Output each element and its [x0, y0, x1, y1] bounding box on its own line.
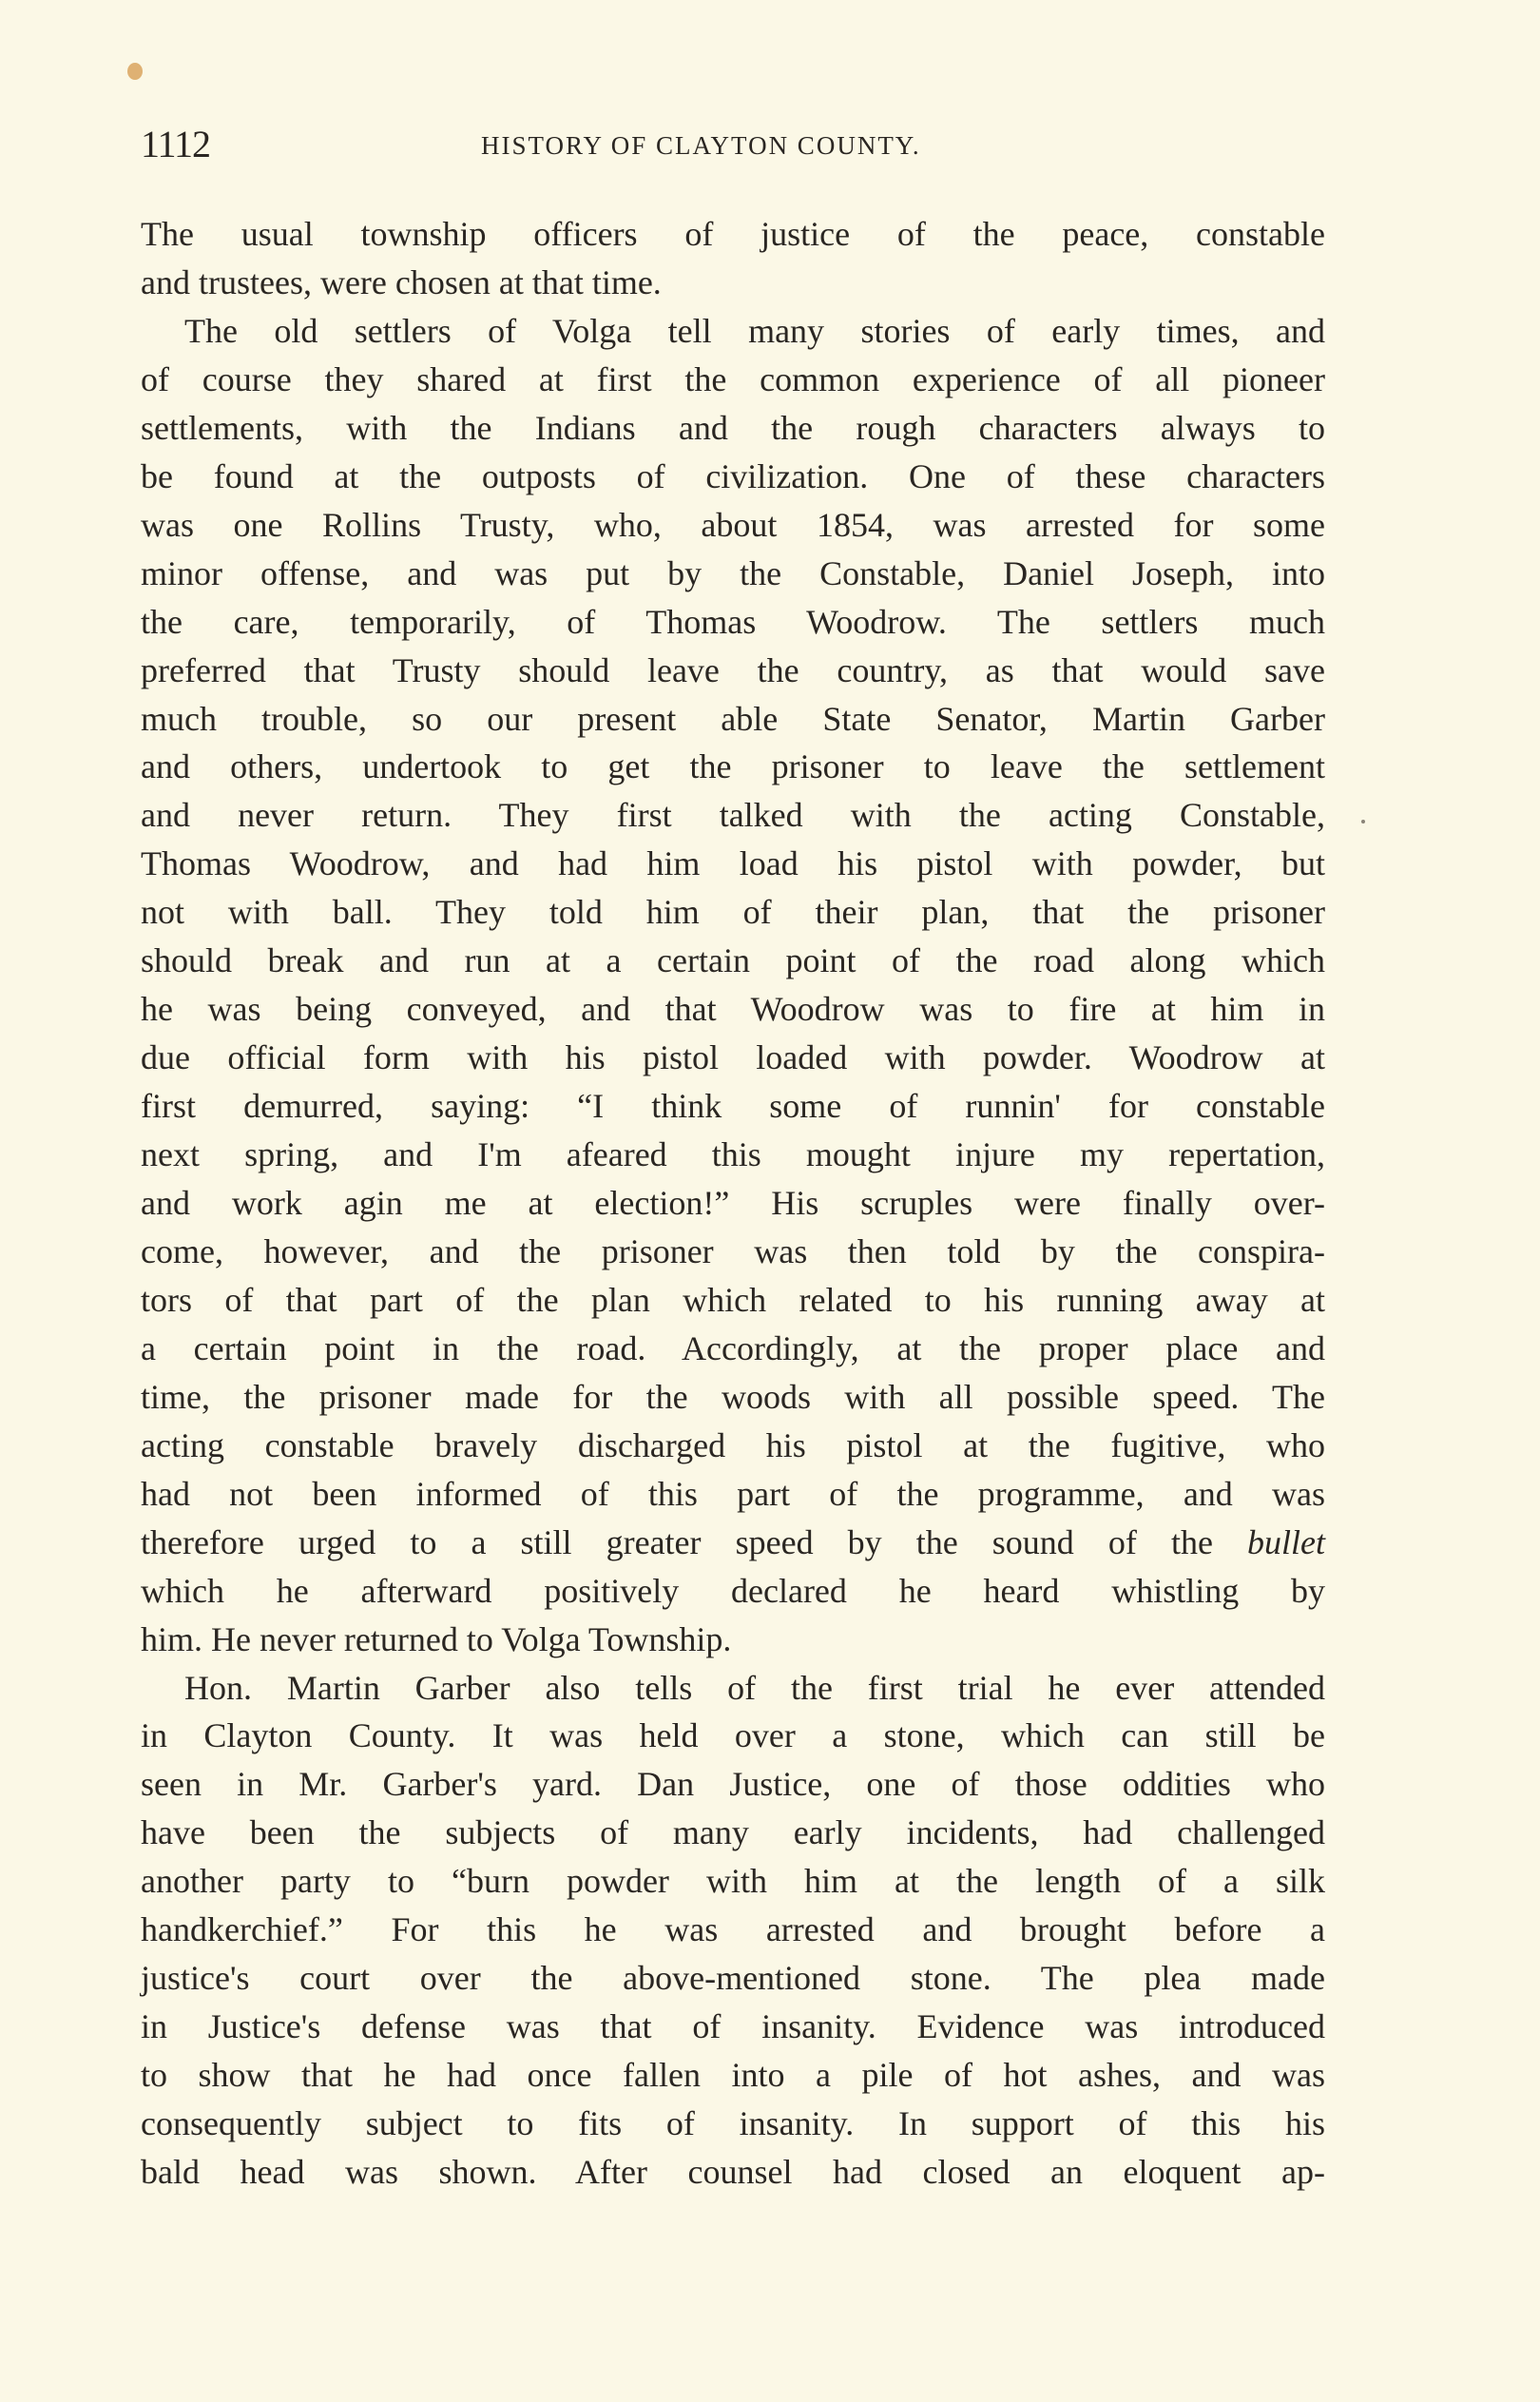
text-line	[141, 2005, 1325, 2047]
line-text: therefore urged to a still greater speed by the sound of the	[141, 1522, 1213, 1561]
line-text: was one Rollins Trusty, who, about 1854, was arrested for some	[141, 505, 1325, 544]
text-line	[141, 843, 1325, 884]
line-text: he was being conveyed, and that Woodrow was to fire at him in	[141, 990, 1325, 1029]
text-line	[141, 504, 1325, 546]
italic-word: bullet	[1247, 1522, 1326, 1561]
text-line	[141, 310, 1325, 352]
line-text: and trustees, were chosen at that time.	[141, 262, 662, 301]
text-line	[141, 1133, 1325, 1175]
text-line	[141, 1908, 1325, 1950]
text-line	[141, 1182, 1325, 1224]
paper-stain	[127, 63, 143, 80]
text-line	[141, 891, 1325, 933]
line-text: handkerchief.” For this he was arrested and brought before a	[141, 1910, 1325, 1949]
line-text: The usual township officers of justice of the peace, constable	[141, 215, 1325, 253]
text-line	[141, 1570, 1325, 1612]
line-text: preferred that Trusty should leave the country, as that would save	[141, 650, 1325, 689]
text-line	[141, 552, 1325, 594]
line-text: not with ball. They told him of their plan, that the prisoner	[141, 893, 1325, 932]
line-text: should break and run at a certain point of the road along which	[141, 941, 1325, 980]
text-line	[141, 2054, 1325, 2096]
text-line	[141, 1714, 1325, 1756]
line-text: a certain point in the road. Accordingly, at the proper place and	[141, 1328, 1325, 1367]
text-line	[141, 746, 1325, 787]
line-text: of course they shared at first the common experience of all pioneer	[141, 359, 1325, 398]
line-text: much trouble, so our present able State Senator, Martin Garber	[141, 699, 1325, 738]
line-text: come, however, and the prisoner was then told by the conspira-	[141, 1231, 1325, 1270]
line-text: him. He never returned to Volga Township.	[141, 1619, 732, 1658]
line-text: to show that he had once fallen into a pile of hot ashes, and was	[141, 2056, 1325, 2095]
text-line	[141, 213, 1325, 255]
line-text: due official form with his pistol loaded with powder. Woodrow at	[141, 1038, 1325, 1077]
line-text: bald head was shown. After counsel had closed an eloquent ap-	[141, 2153, 1325, 2191]
text-line	[141, 794, 1325, 836]
text-line	[141, 1618, 1325, 1660]
text-line	[141, 601, 1325, 643]
line-text: had not been informed of this part of the programme, and was	[141, 1474, 1325, 1513]
line-text: time, the prisoner made for the woods with all possible speed. The	[141, 1377, 1325, 1416]
line-text: The old settlers of Volga tell many stories of early times, and	[184, 311, 1325, 350]
text-line	[141, 1521, 1325, 1563]
text-line	[141, 1667, 1325, 1709]
line-text: Hon. Martin Garber also tells of the first trial he ever attended	[184, 1668, 1325, 1707]
line-text: and work agin me at election!” His scruples were finally over-	[141, 1184, 1325, 1222]
text-line	[141, 1279, 1325, 1321]
text-line	[141, 1230, 1325, 1272]
text-line	[141, 2102, 1325, 2144]
text-line	[141, 1327, 1325, 1369]
line-text: justice's court over the above-mentioned stone. The plea made	[141, 1959, 1325, 1998]
text-line	[141, 262, 1325, 303]
line-text: settlements, with the Indians and the rough characters always to	[141, 408, 1325, 447]
line-text: Thomas Woodrow, and had him load his pistol with powder, but	[141, 844, 1325, 883]
running-title: HISTORY OF CLAYTON COUNTY.	[481, 131, 921, 160]
text-line	[141, 455, 1325, 497]
text-line	[141, 1085, 1325, 1127]
line-text: tors of that part of the plan which related to his running away at	[141, 1280, 1325, 1319]
page-number: 1112	[141, 123, 211, 165]
text-line	[141, 358, 1325, 400]
line-text: and never return. They first talked with the acting Constable,	[141, 796, 1325, 835]
line-text: the care, temporarily, of Thomas Woodrow. The settlers much	[141, 602, 1325, 641]
line-text: and others, undertook to get the prisoner to leave the settlement	[141, 747, 1325, 786]
text-line	[141, 1424, 1325, 1466]
line-text: first demurred, saying: “I think some of runnin' for constable	[141, 1087, 1325, 1126]
text-line	[141, 1763, 1325, 1805]
line-text: consequently subject to fits of insanity. In support of this his	[141, 2104, 1325, 2143]
paper-speck	[1361, 820, 1365, 823]
line-text: seen in Mr. Garber's yard. Dan Justice, one of those oddities who	[141, 1765, 1325, 1804]
text-line	[141, 1811, 1325, 1853]
text-line	[141, 939, 1325, 981]
text-line	[141, 2151, 1325, 2193]
line-text: be found at the outposts of civilization. One of these characters	[141, 456, 1325, 495]
line-text: acting constable bravely discharged his pistol at the fugitive, who	[141, 1425, 1325, 1464]
text-line	[141, 1036, 1325, 1078]
line-text: another party to “burn powder with him at the length of a silk	[141, 1862, 1325, 1901]
line-text: have been the subjects of many early incidents, had challenged	[141, 1813, 1325, 1852]
line-text: in Justice's defense was that of insanity. Evidence was introduced	[141, 2007, 1325, 2046]
text-line	[141, 1957, 1325, 1999]
line-text: which he afterward positively declared he heard whistling by	[141, 1571, 1325, 1610]
line-text: minor offense, and was put by the Constable, Daniel Joseph, into	[141, 553, 1325, 592]
text-line	[141, 1376, 1325, 1418]
line-text: in Clayton County. It was held over a stone, which can still be	[141, 1716, 1325, 1755]
text-line	[141, 649, 1325, 691]
line-text: next spring, and I'm afeared this mought injure my repertation,	[141, 1135, 1325, 1174]
text-line	[141, 1473, 1325, 1515]
text-line	[141, 988, 1325, 1030]
text-line	[141, 698, 1325, 740]
text-line	[141, 1860, 1325, 1902]
text-line	[141, 407, 1325, 449]
